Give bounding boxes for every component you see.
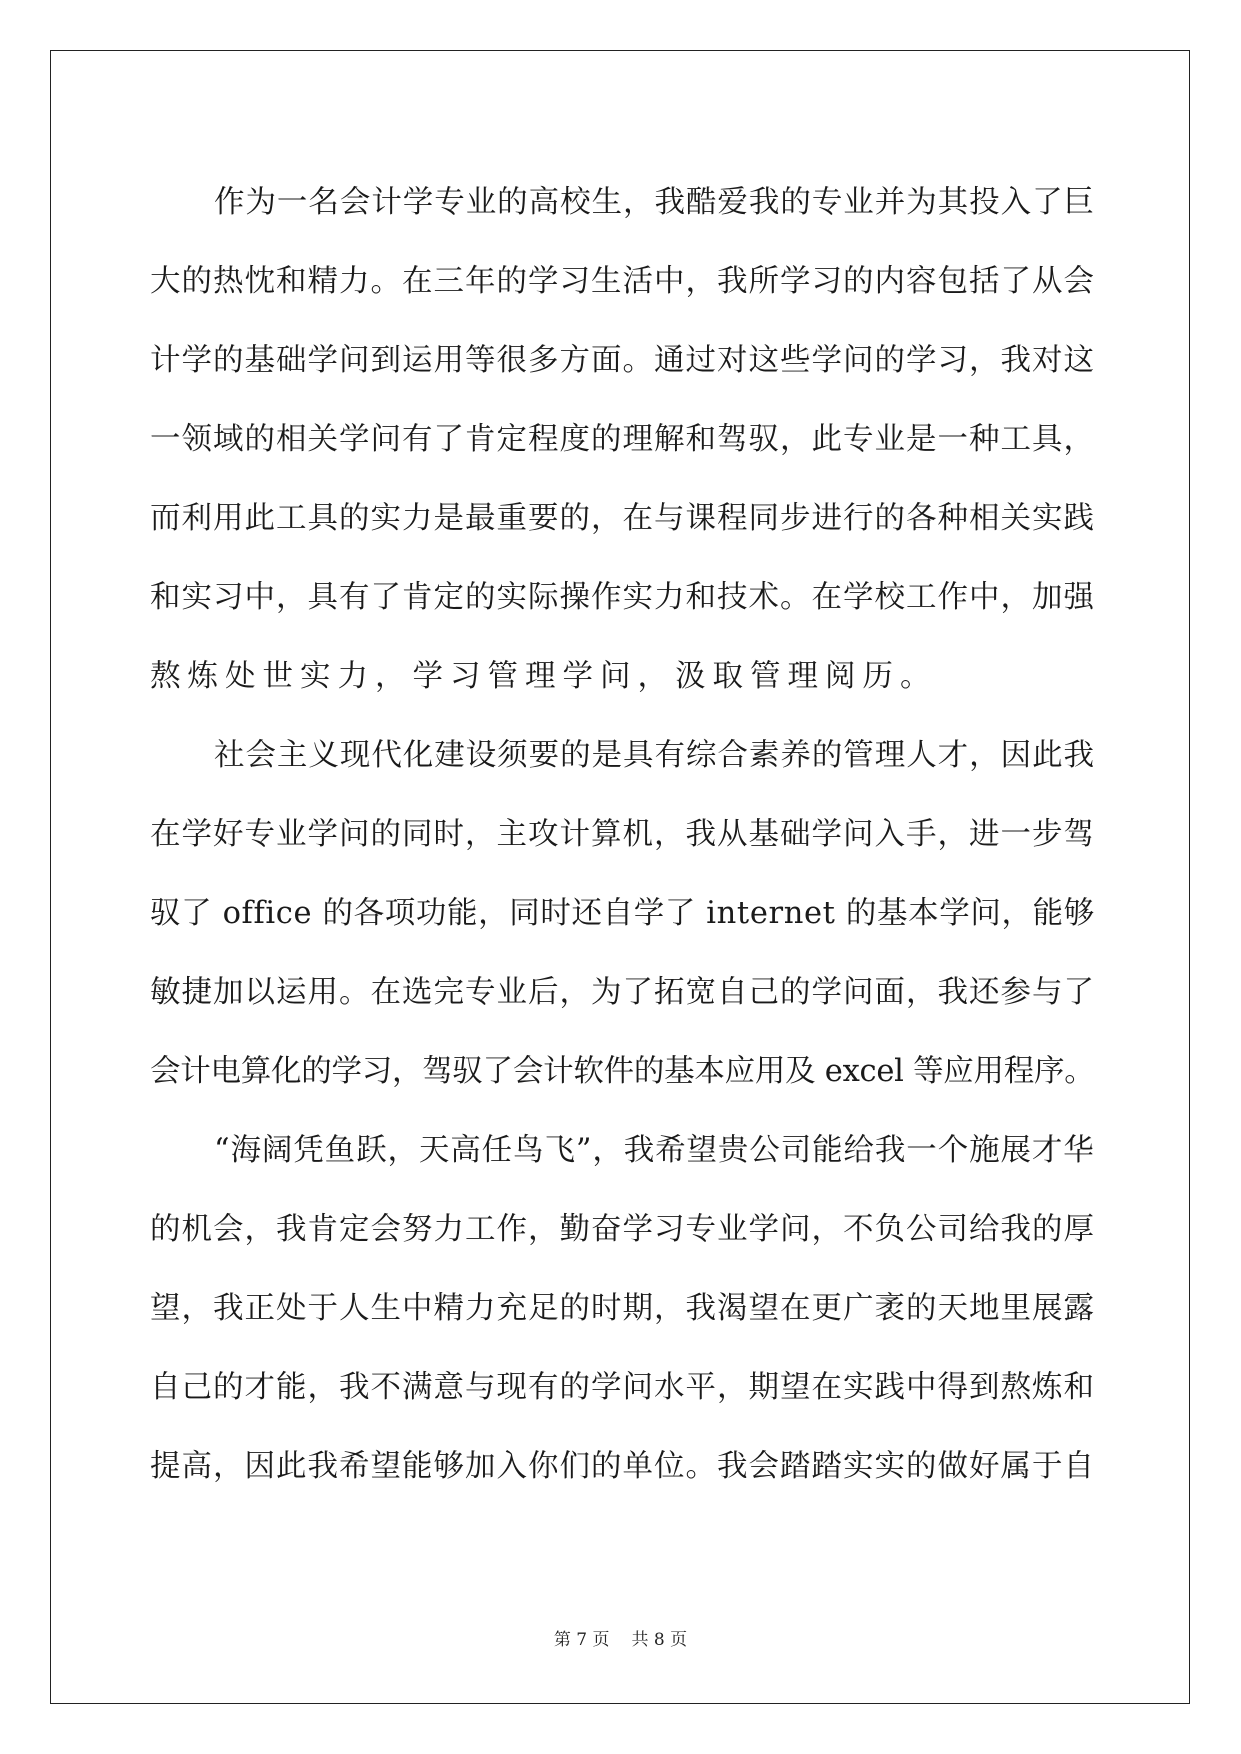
paragraph-line: 计学的基础学问到运用等很多方面。通过对这些学问的学习，我对这 xyxy=(150,343,1095,378)
page-number: 第 7 页 xyxy=(553,1630,610,1650)
paragraph-line: 会计电算化的学习，驾驭了会计软件的基本应用及 excel 等应用程序。 xyxy=(150,1054,1095,1089)
paragraph-line: 驭了 office 的各项功能，同时还自学了 internet 的基本学问，能够 xyxy=(150,896,1095,931)
paragraph-line: 提高，因此我希望能够加入你们的单位。我会踏踏实实的做好属于自 xyxy=(150,1449,1095,1484)
document-body xyxy=(150,163,1095,1506)
paragraph-line: 自己的才能，我不满意与现有的学问水平，期望在实践中得到熬炼和 xyxy=(150,1370,1095,1405)
paragraph-3 xyxy=(150,1111,1095,1506)
paragraph-line: 一领域的相关学问有了肯定程度的理解和驾驭，此专业是一种工具， xyxy=(150,422,1095,457)
paragraph-line: 作为一名会计学专业的高校生，我酷爱我的专业并为其投入了巨 xyxy=(214,185,1095,220)
paragraph-line: 大的热忱和精力。在三年的学习生活中，我所学习的内容包括了从会 xyxy=(150,264,1095,299)
page-footer xyxy=(0,1625,1241,1650)
paragraph-line: 敏捷加以运用。在选完专业后，为了拓宽自己的学问面，我还参与了 xyxy=(150,975,1095,1010)
paragraph-line: 在学好专业学问的同时，主攻计算机，我从基础学问入手，进一步驾 xyxy=(150,817,1095,852)
page-total: 共 8 页 xyxy=(631,1630,688,1650)
paragraph-line: 望，我正处于人生中精力充足的时期，我渴望在更广袤的天地里展露 xyxy=(150,1291,1095,1326)
paragraph-1 xyxy=(150,163,1095,716)
paragraph-line: “海阔凭鱼跃，天高任鸟飞”，我希望贵公司能给我一个施展才华 xyxy=(214,1133,1095,1168)
paragraph-line: 熬炼处世实力，学习管理学问，汲取管理阅历。 xyxy=(150,659,938,694)
paragraph-line: 而利用此工具的实力是最重要的，在与课程同步进行的各种相关实践 xyxy=(150,501,1095,536)
paragraph-line: 和实习中，具有了肯定的实际操作实力和技术。在学校工作中，加强 xyxy=(150,580,1095,615)
paragraph-line: 社会主义现代化建设须要的是具有综合素养的管理人才，因此我 xyxy=(214,738,1095,773)
paragraph-line: 的机会，我肯定会努力工作，勤奋学习专业学问，不负公司给我的厚 xyxy=(150,1212,1095,1247)
paragraph-2 xyxy=(150,716,1095,1111)
